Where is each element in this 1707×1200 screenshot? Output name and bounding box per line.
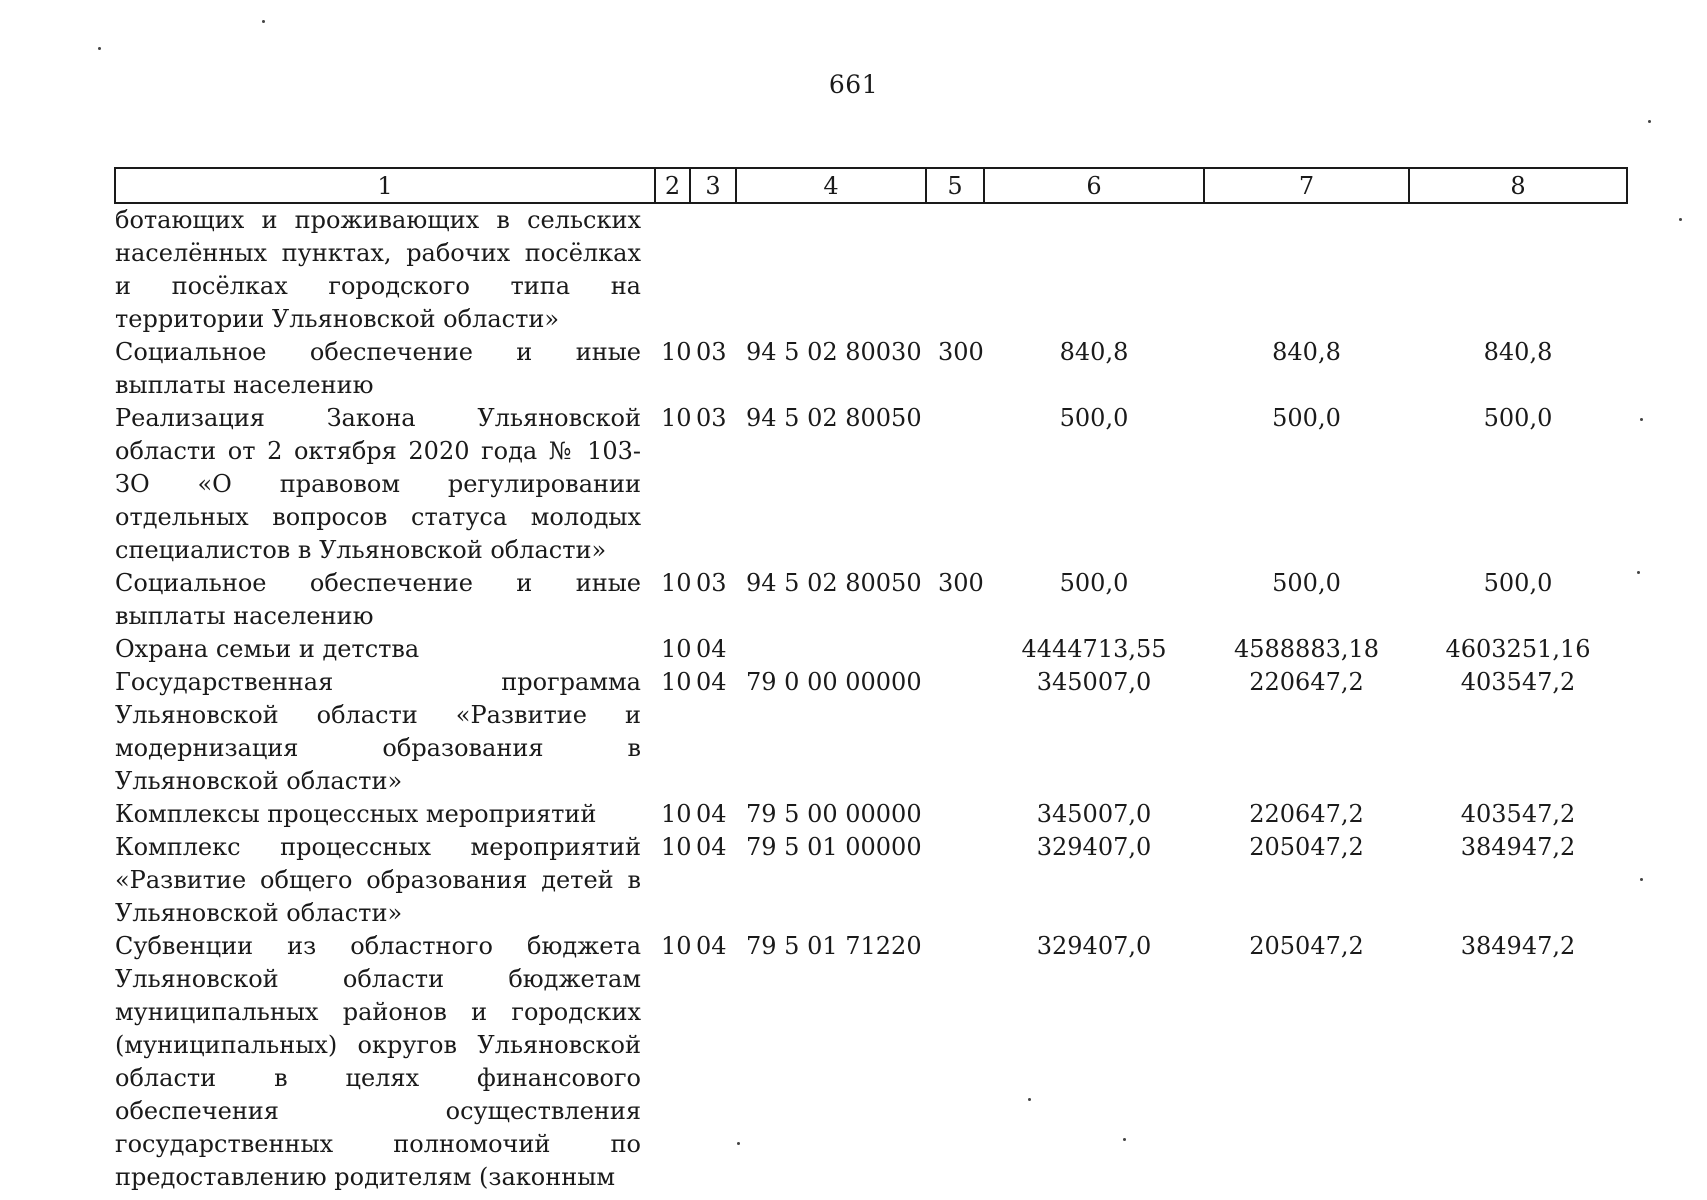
- row-subsection: 04: [696, 800, 727, 828]
- scan-speck: [262, 20, 265, 23]
- row-amount-col-8: 840,8: [1483, 338, 1553, 366]
- row-target-code: 94 5 02 80050: [746, 404, 922, 432]
- row-amount-col-7: 4588883,18: [1233, 635, 1380, 663]
- scan-speck: [1640, 878, 1643, 881]
- row-amount-col-8: 384947,2: [1460, 833, 1576, 861]
- row-description: Социальное обеспечение и иные выплаты населению: [115, 569, 641, 630]
- row-amount-col-7: 840,8: [1272, 338, 1341, 366]
- row-amount-col-6: 500,0: [1059, 404, 1129, 432]
- row-section: 10: [661, 932, 692, 960]
- row-amount-col-6: 500,0: [1059, 569, 1129, 597]
- row-description: Комплексы процессных мероприятий: [115, 800, 597, 828]
- page-number: 661: [828, 70, 879, 99]
- row-amount-col-8: 403547,2: [1460, 800, 1576, 828]
- header-col-2: 2: [655, 168, 690, 203]
- row-section: 10: [661, 569, 692, 597]
- table-row: [115, 798, 1627, 831]
- scan-speck: [1028, 1098, 1031, 1101]
- table-row: [115, 402, 1627, 567]
- header-col-8: 8: [1409, 168, 1627, 203]
- row-subsection: 04: [696, 932, 727, 960]
- row-amount-col-7: 220647,2: [1249, 668, 1364, 696]
- row-expense-type: 300: [938, 338, 984, 366]
- header-col-5: 5: [926, 168, 984, 203]
- row-description: Охрана семьи и детства: [115, 635, 420, 663]
- row-expense-type: [926, 402, 984, 567]
- row-amount-col-6: 329407,0: [1036, 833, 1152, 861]
- row-amount-col-8: 384947,2: [1460, 932, 1576, 960]
- row-target-code: 94 5 02 80050: [746, 569, 922, 597]
- table-row: [115, 633, 1627, 666]
- header-col-3: 3: [690, 168, 736, 203]
- row-section: 10: [661, 635, 692, 663]
- budget-table: [114, 167, 1628, 1194]
- row-amount-col-6: 345007,0: [1036, 800, 1152, 828]
- scan-speck: [1123, 1138, 1126, 1141]
- scan-speck: [1637, 571, 1640, 574]
- row-subsection: 03: [696, 569, 727, 597]
- row-target-code: [736, 203, 926, 336]
- table-row: [115, 666, 1627, 798]
- row-expense-type: [926, 203, 984, 336]
- row-amount-col-8: 403547,2: [1460, 668, 1576, 696]
- table-row: [115, 831, 1627, 930]
- scan-speck: [1648, 120, 1651, 123]
- row-amount-col-7: 500,0: [1272, 569, 1341, 597]
- row-amount-col-7: [1204, 203, 1409, 336]
- header-col-6: 6: [984, 168, 1204, 203]
- row-description: Государственная программа Ульяновской области «Развитие и модернизация образования в Ульяновской области»: [115, 668, 641, 795]
- row-section: 10: [661, 800, 692, 828]
- row-amount-col-7: 205047,2: [1249, 932, 1364, 960]
- row-section: 10: [661, 833, 692, 861]
- row-section: 10: [661, 338, 692, 366]
- row-subsection: 04: [696, 668, 727, 696]
- header-col-1: 1: [115, 168, 655, 203]
- row-description: Реализация Закона Ульяновской области от 2 октября 2020 года № 103-ЗО «О правовом регулировании отдельных вопросов статуса молодых специалистов в Ульяновской области»: [115, 404, 641, 564]
- row-target-code: [736, 633, 926, 666]
- scan-speck: [98, 47, 101, 50]
- row-amount-col-8: 500,0: [1483, 569, 1553, 597]
- row-amount-col-8: 4603251,16: [1445, 635, 1591, 663]
- row-amount-col-6: 840,8: [1059, 338, 1129, 366]
- row-subsection: 04: [696, 635, 727, 663]
- row-target-code: 79 5 00 00000: [746, 800, 922, 828]
- header-row: [115, 168, 1627, 203]
- row-amount-col-7: 500,0: [1272, 404, 1341, 432]
- table-row: [115, 567, 1627, 633]
- row-target-code: 79 0 00 00000: [746, 668, 922, 696]
- row-description: ботающих и проживающих в сельских населённых пунктах, рабочих посёлках и посёлках городского типа на территории Ульяновской области»: [115, 206, 641, 333]
- row-target-code: 79 5 01 71220: [746, 932, 922, 960]
- row-amount-col-6: [984, 203, 1204, 336]
- header-col-4: 4: [736, 168, 926, 203]
- row-target-code: 79 5 01 00000: [746, 833, 922, 861]
- table-row: [115, 930, 1627, 1194]
- header-col-7: 7: [1204, 168, 1409, 203]
- row-expense-type: [926, 633, 984, 666]
- row-description: Комплекс процессных мероприятий «Развитие общего образования детей в Ульяновской области»: [115, 833, 641, 927]
- row-description: Субвенции из областного бюджета Ульяновской области бюджетам муниципальных районов и городских (муниципальных) округов Ульяновской области в целях финансового обеспечения осуществления государственных полномочий по предоставлению родителям (законным: [115, 932, 641, 1191]
- row-description: Социальное обеспечение и иные выплаты населению: [115, 338, 641, 399]
- row-amount-col-6: 345007,0: [1036, 668, 1152, 696]
- row-subsection: 04: [696, 833, 727, 861]
- row-section: 10: [661, 404, 692, 432]
- scan-speck: [737, 1142, 740, 1145]
- scan-speck: [1640, 418, 1643, 421]
- row-amount-col-6: 4444713,55: [1021, 635, 1167, 663]
- row-amount-col-7: 220647,2: [1249, 800, 1364, 828]
- row-amount-col-8: [1409, 203, 1627, 336]
- row-section: 10: [661, 668, 692, 696]
- row-subsection: [690, 203, 736, 336]
- scan-speck: [1679, 218, 1682, 221]
- row-expense-type: 300: [938, 569, 984, 597]
- row-expense-type: [926, 666, 984, 798]
- row-amount-col-6: 329407,0: [1036, 932, 1152, 960]
- row-amount-col-8: 500,0: [1483, 404, 1553, 432]
- table-row: [115, 336, 1627, 402]
- row-amount-col-7: 205047,2: [1249, 833, 1364, 861]
- table-row: [115, 203, 1627, 336]
- row-subsection: 03: [696, 338, 727, 366]
- row-subsection: 03: [696, 404, 727, 432]
- row-section: [655, 203, 690, 336]
- row-expense-type: [926, 930, 984, 1194]
- row-expense-type: [926, 831, 984, 930]
- row-target-code: 94 5 02 80030: [746, 338, 922, 366]
- row-expense-type: [926, 798, 984, 831]
